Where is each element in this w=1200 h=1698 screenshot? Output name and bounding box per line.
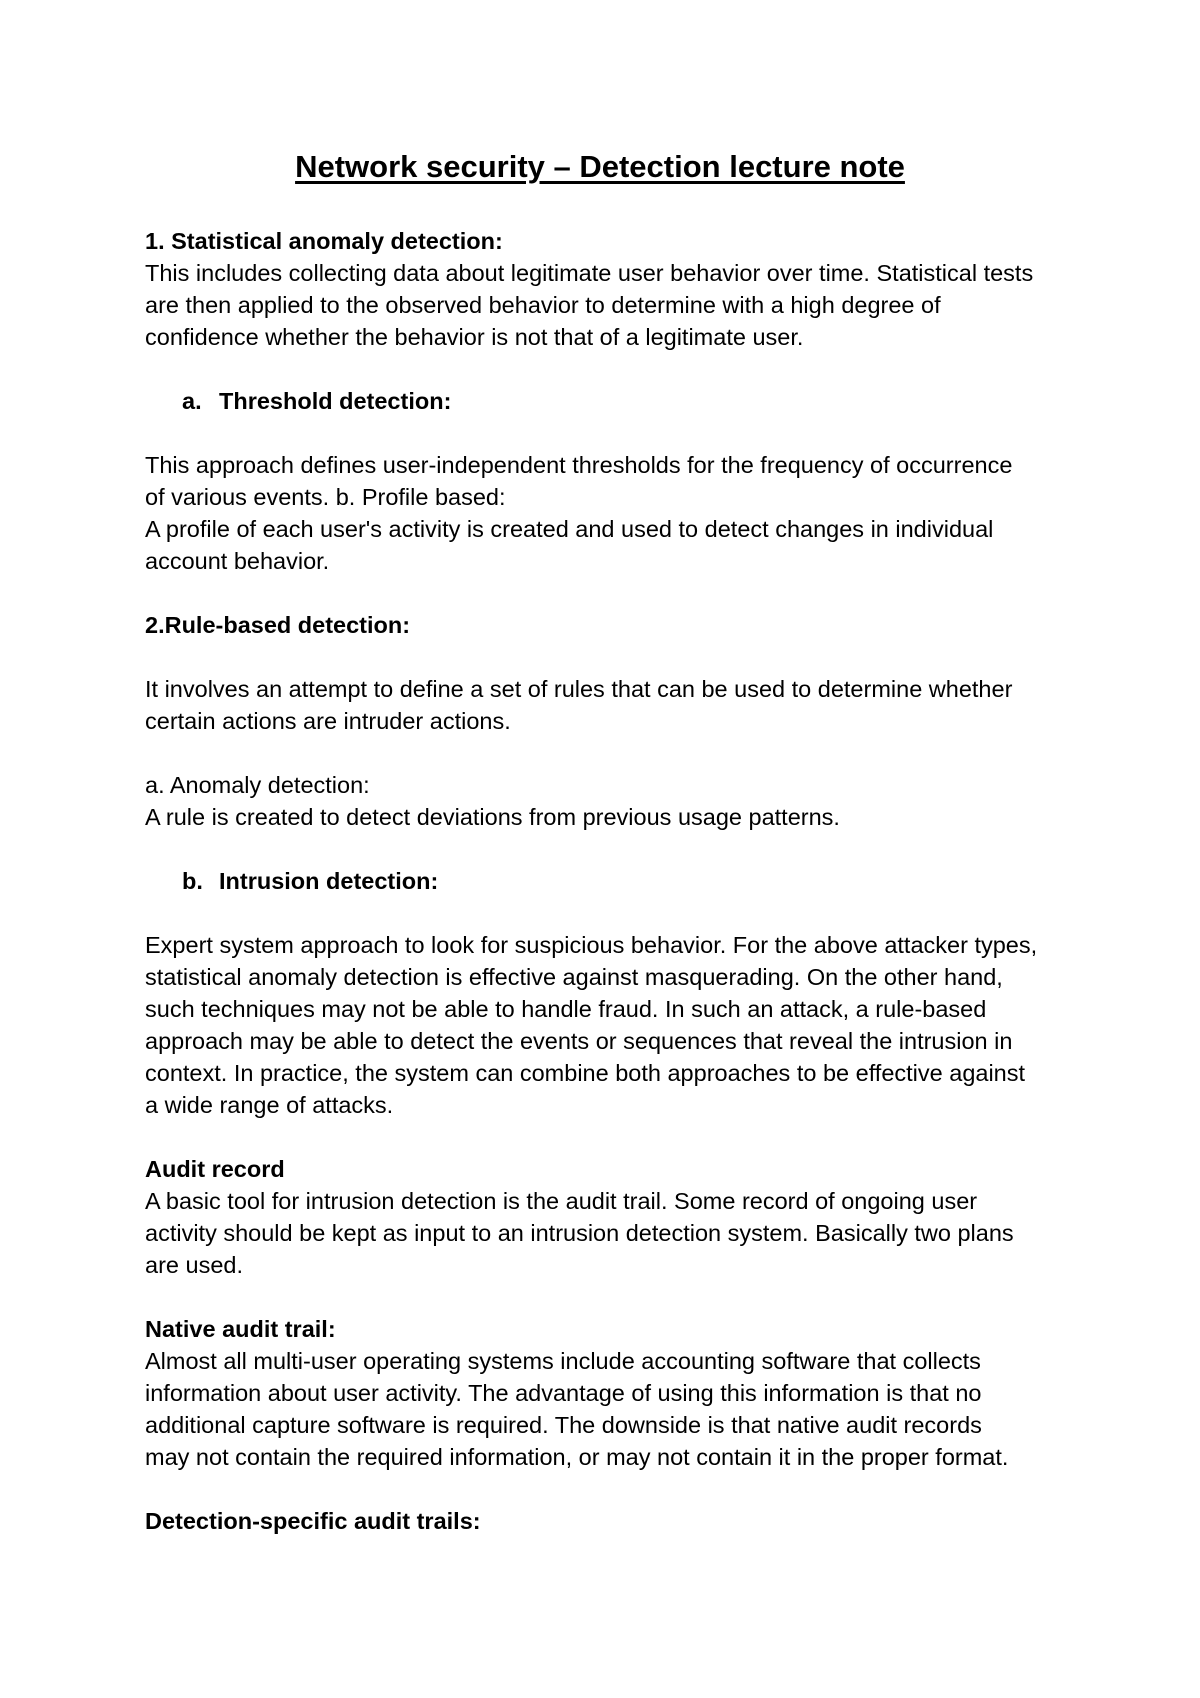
intrusion-para-line: approach may be able to detect the events or sequences that reveal the intrusion in [145, 1028, 1013, 1054]
section-1-para-line: confidence whether the behavior is not that of a legitimate user. [145, 324, 804, 350]
threshold-detection-heading [182, 385, 451, 417]
native-para-line: additional capture software is required. The downside is that native audit records [145, 1412, 982, 1438]
intrusion-para-line: a wide range of attacks. [145, 1092, 394, 1118]
intrusion-para-line: statistical anomaly detection is effective against masquerading. On the other hand, [145, 964, 1003, 990]
section-1-para-line: This includes collecting data about legitimate user behavior over time. Statistical tests [145, 260, 1034, 286]
section-1-heading: 1. Statistical anomaly detection: [145, 228, 503, 254]
anomaly-detection-para: A rule is created to detect deviations from previous usage patterns. [145, 804, 840, 830]
native-para-line: may not contain the required information, or may not contain it in the proper format. [145, 1444, 1009, 1470]
audit-para-line: activity should be kept as input to an intrusion detection system. Basically two plans [145, 1220, 1014, 1246]
anomaly-detection-heading: a. Anomaly detection: [145, 772, 370, 798]
section-1-para-line: are then applied to the observed behavior to determine with a high degree of [145, 292, 941, 318]
audit-para-line: are used. [145, 1252, 243, 1278]
list-marker: b. [182, 868, 203, 894]
native-para-line: Almost all multi-user operating systems include accounting software that collects [145, 1348, 981, 1374]
native-audit-trail-heading: Native audit trail: [145, 1316, 336, 1342]
threshold-detection-label: Threshold detection: [219, 388, 452, 414]
threshold-para-line: of various events. b. Profile based: [145, 484, 506, 510]
native-para-line: information about user activity. The advantage of using this information is that no [145, 1380, 982, 1406]
intrusion-detection-label: Intrusion detection: [219, 868, 439, 894]
section-2-para-line: certain actions are intruder actions. [145, 708, 511, 734]
section-2-heading: 2.Rule-based detection: [145, 612, 411, 638]
list-marker: a. [182, 388, 202, 414]
intrusion-para-line: Expert system approach to look for suspicious behavior. For the above attacker types, [145, 932, 1038, 958]
section-2-para-line: It involves an attempt to define a set of rules that can be used to determine whether [145, 676, 1013, 702]
audit-para-line: A basic tool for intrusion detection is the audit trail. Some record of ongoing user [145, 1188, 978, 1214]
threshold-para-line: account behavior. [145, 548, 330, 574]
page-title: Network security – Detection lecture note [295, 149, 905, 184]
detection-specific-heading: Detection-specific audit trails: [145, 1508, 481, 1534]
intrusion-detection-heading [182, 865, 438, 897]
audit-record-heading: Audit record [145, 1156, 285, 1182]
intrusion-para-line: such techniques may not be able to handle fraud. In such an attack, a rule-based [145, 996, 987, 1022]
threshold-para-line: This approach defines user-independent thresholds for the frequency of occurrence [145, 452, 1013, 478]
intrusion-para-line: context. In practice, the system can combine both approaches to be effective against [145, 1060, 1026, 1086]
threshold-para-line: A profile of each user's activity is created and used to detect changes in individual [145, 516, 994, 542]
